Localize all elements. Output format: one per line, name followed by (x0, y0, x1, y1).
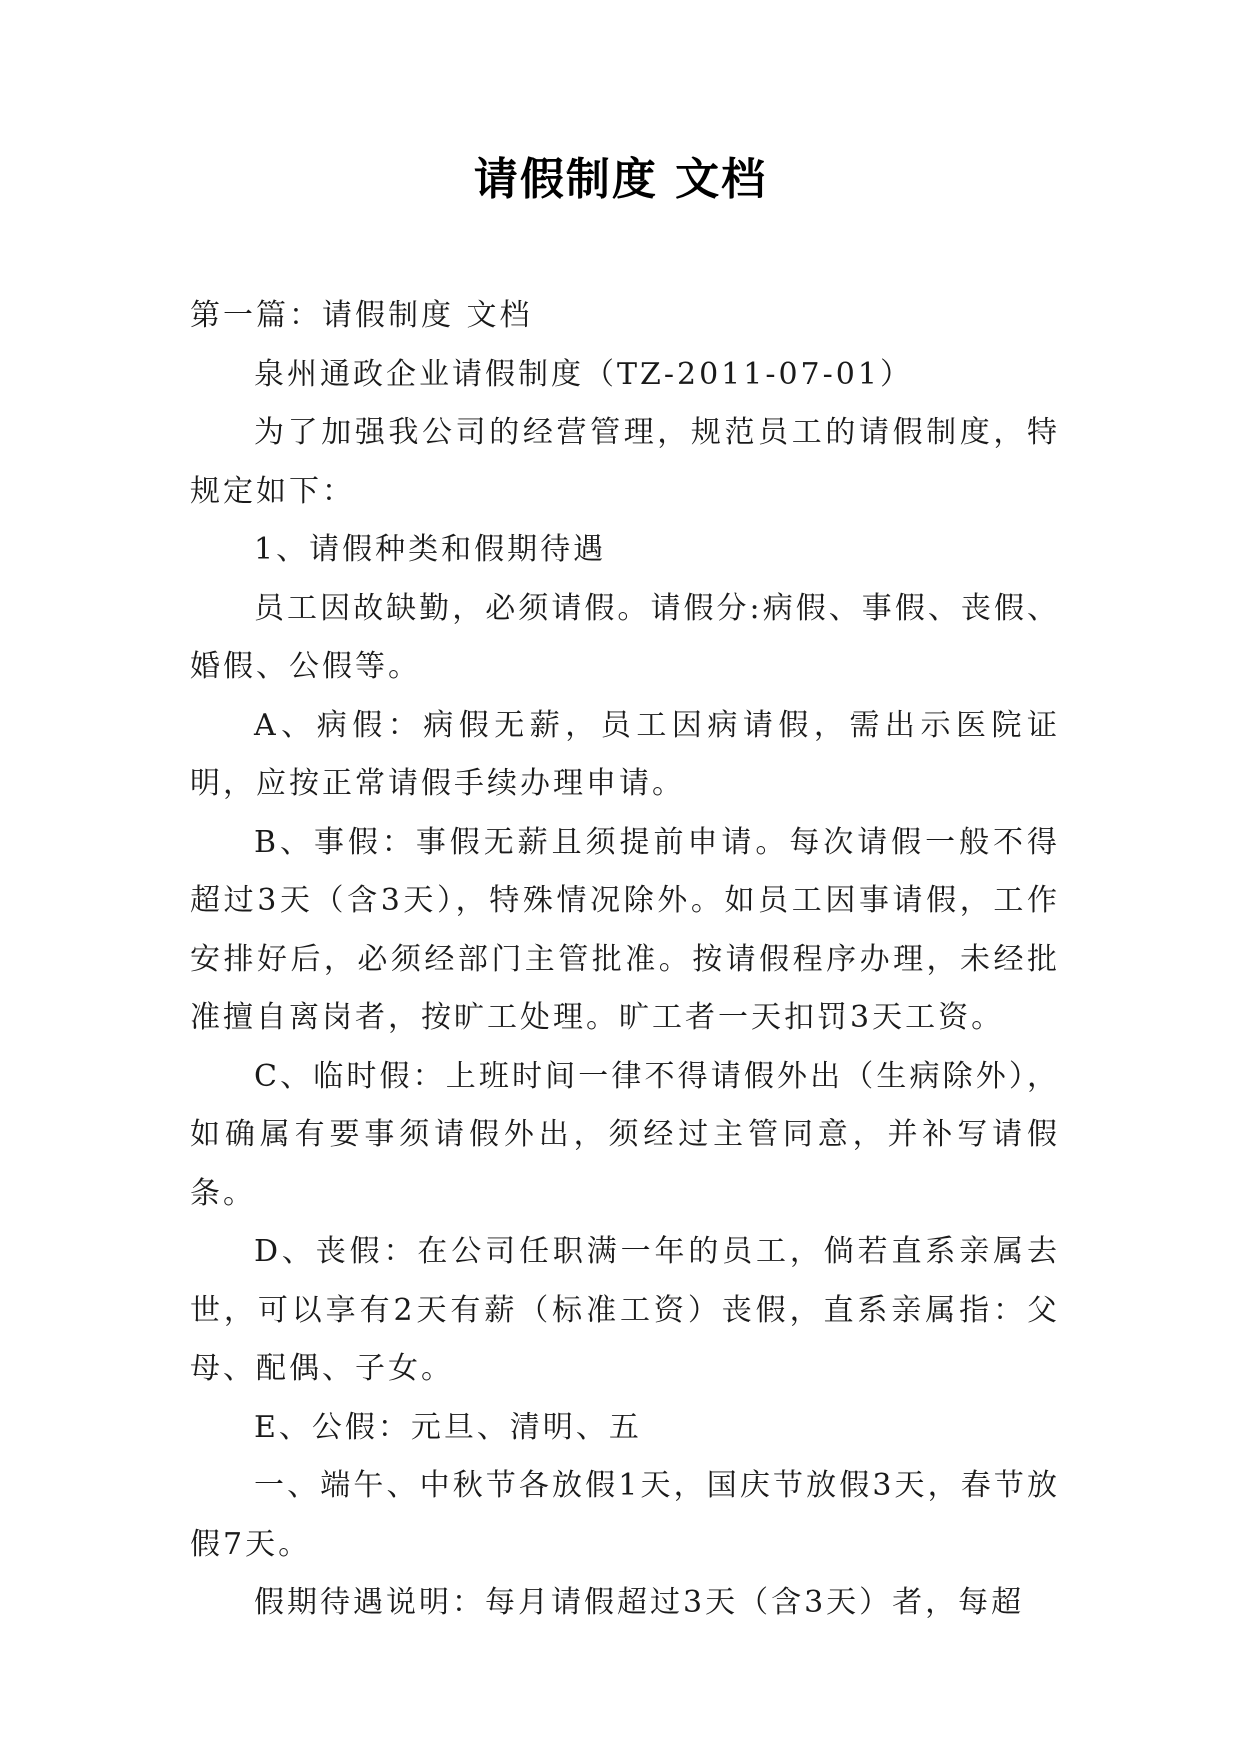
document-title: 请假制度 文档 (473, 154, 768, 205)
paragraph-chapter-heading: 第一篇：请假制度 文档 (190, 298, 533, 333)
paragraph-purpose: 为了加强我公司的经营管理，规范员工的请假制度，特规定如下： (190, 415, 1060, 509)
paragraph-leave-types: 员工因故缺勤，必须请假。请假分:病假、事假、丧假、婚假、公假等。 (190, 590, 1060, 684)
paragraph-temporary-leave: C、临时假：上班时间一律不得请假外出（生病除外），如确属有要事须请假外出，须经过主管同意，并补写请假条。 (190, 1058, 1060, 1211)
paragraph-regulation-name: 泉州通政企业请假制度（TZ-2011-07-01） (254, 356, 913, 392)
paragraph-holiday-schedule: 一、端午、中秋节各放假1天，国庆节放假3天，春节放假7天。 (190, 1468, 1060, 1562)
paragraph-leave-pay-note: 假期待遇说明：每月请假超过3天（含3天）者，每超 (254, 1585, 1025, 1620)
document-body (190, 287, 1060, 1633)
paragraph-sick-leave: A、病假：病假无薪，员工因病请假，需出示医院证明，应按正常请假手续办理申请。 (190, 707, 1060, 801)
paragraph-public-holidays: E、公假：元旦、清明、五 (254, 1409, 642, 1445)
paragraph-personal-leave: B、事假：事假无薪且须提前申请。每次请假一般不得超过3天（含3天），特殊情况除外。如员工因事请假，工作安排好后，必须经部门主管批准。按请假程序办理，未经批准擅自离岗者，按旷工处理。旷工者一天扣罚3天工资。 (190, 824, 1060, 1035)
paragraph-bereavement-leave: D、丧假：在公司任职满一年的员工，倘若直系亲属去世，可以享有2天有薪（标准工资）丧假，直系亲属指：父母、配偶、子女。 (190, 1234, 1060, 1386)
paragraph-section-1-heading: 1、请假种类和假期待遇 (254, 532, 607, 567)
